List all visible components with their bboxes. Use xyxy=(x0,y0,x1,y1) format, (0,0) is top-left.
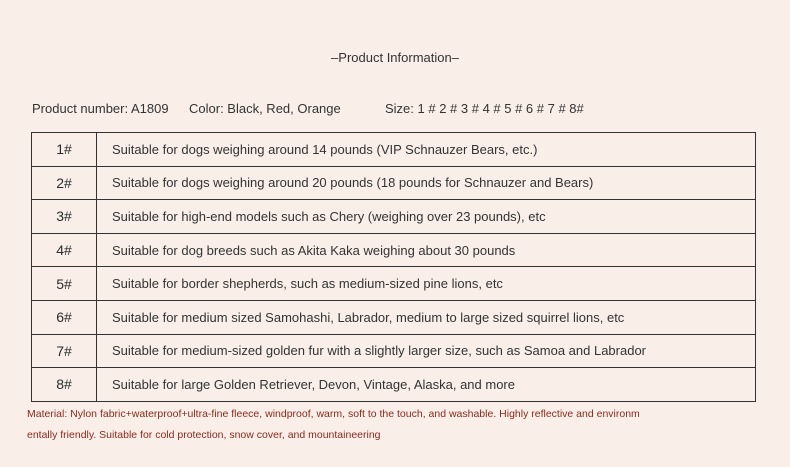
size-description: Suitable for medium-sized golden fur with a slightly larger size, such as Samoa and Labrador xyxy=(97,334,756,368)
table-row xyxy=(32,233,756,267)
table-row xyxy=(32,267,756,301)
size-number: 3# xyxy=(32,200,97,234)
size-description: Suitable for dogs weighing around 14 pounds (VIP Schnauzer Bears, etc.) xyxy=(97,133,756,167)
material-line: entally friendly. Suitable for cold protection, snow cover, and mountaineering xyxy=(27,429,381,441)
size-description: Suitable for dog breeds such as Akita Kaka weighing about 30 pounds xyxy=(97,233,756,267)
material-note xyxy=(27,404,687,446)
size-options: Size: 1 # 2 # 3 # 4 # 5 # 6 # 7 # 8# xyxy=(385,101,584,116)
table-row xyxy=(32,368,756,402)
size-number: 5# xyxy=(32,267,97,301)
size-number: 4# xyxy=(32,233,97,267)
table-row xyxy=(32,166,756,200)
size-description: Suitable for dogs weighing around 20 pounds (18 pounds for Schnauzer and Bears) xyxy=(97,166,756,200)
page-title: –Product Information– xyxy=(331,50,459,65)
table-row xyxy=(32,200,756,234)
color-options: Color: Black, Red, Orange xyxy=(189,101,341,116)
size-description: Suitable for high-end models such as Chery (weighing over 23 pounds), etc xyxy=(97,200,756,234)
size-number: 6# xyxy=(32,300,97,334)
table-row xyxy=(32,334,756,368)
size-description: Suitable for border shepherds, such as medium-sized pine lions, etc xyxy=(97,267,756,301)
size-table xyxy=(31,132,756,402)
table-row xyxy=(32,133,756,167)
material-line: Material: Nylon fabric+waterproof+ultra-fine fleece, windproof, warm, soft to the touch, and washable. Highly reflective and environm xyxy=(27,408,640,420)
size-description: Suitable for medium sized Samohashi, Labrador, medium to large sized squirrel lions, etc xyxy=(97,300,756,334)
size-number: 8# xyxy=(32,368,97,402)
size-number: 7# xyxy=(32,334,97,368)
table-row xyxy=(32,300,756,334)
product-number: Product number: A1809 xyxy=(32,101,169,116)
size-number: 2# xyxy=(32,166,97,200)
size-number: 1# xyxy=(32,133,97,167)
size-description: Suitable for large Golden Retriever, Devon, Vintage, Alaska, and more xyxy=(97,368,756,402)
